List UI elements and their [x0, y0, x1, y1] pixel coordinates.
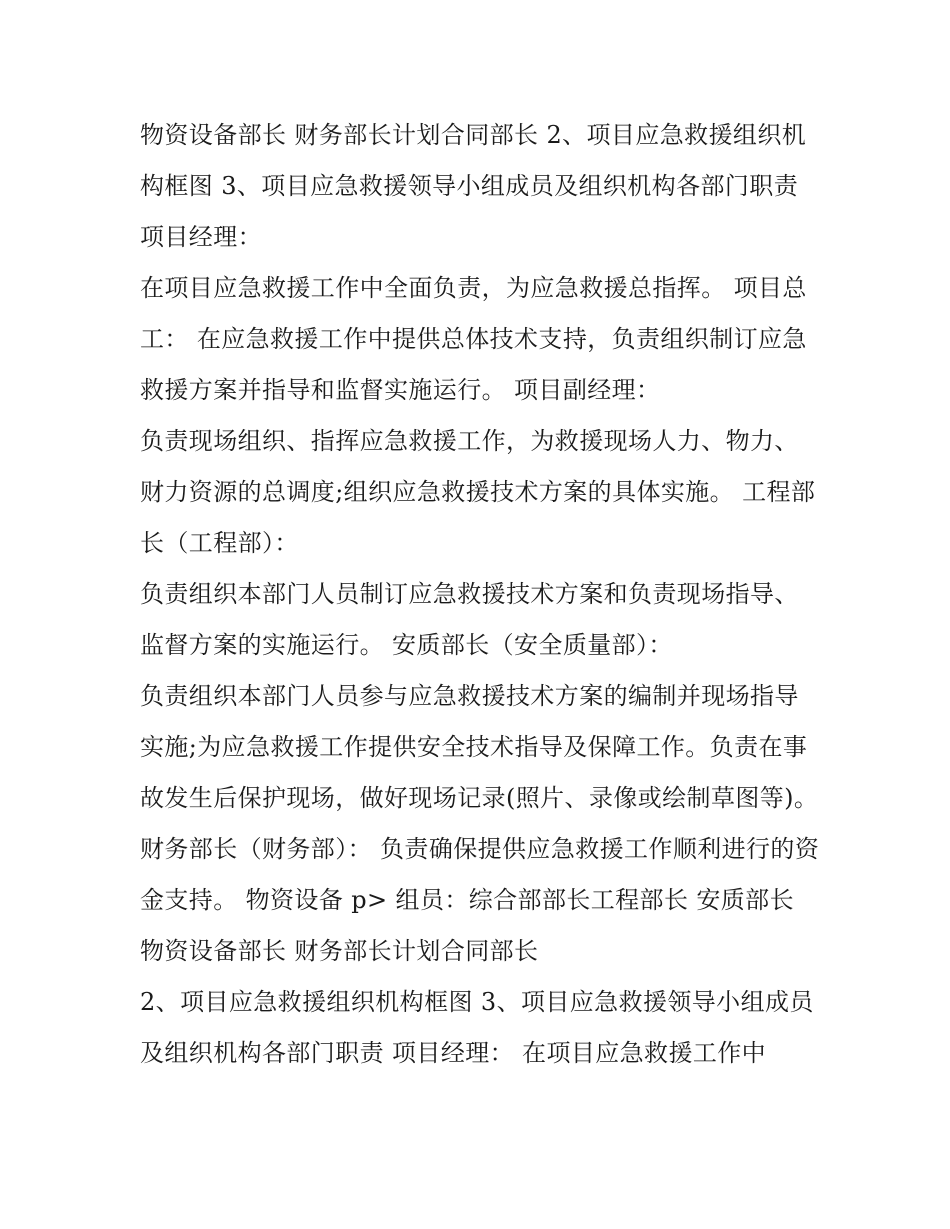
paragraph-2: 在项目应急救援工作中全面负责，为应急救援总指挥。 项目总工： 在应急救援工作中提供总体技术支持，负责组织制订应急救援方案并指导和监督实施运行。 项目副经理： [140, 274, 807, 404]
paragraph-7: 2、项目应急救援组织机构框图 3、项目应急救援领导小组成员及组织机构各部门职责 项目经理： 在项目应急救援工作中 [140, 988, 814, 1067]
paragraph-3: 负责现场组织、指挥应急救援工作，为救援现场人力、物力、财力资源的总调度;组织应急救援技术方案的具体实施。 工程部长（工程部）： [140, 427, 816, 557]
paragraph-4: 负责组织本部门人员制订应急救援技术方案和负责现场指导、监督方案的实施运行。 安质部长（安全质量部）： [140, 580, 799, 659]
paragraph-6: 财务部长（财务部）： 负责确保提供应急救援工作顺利进行的资金支持。 物资设备 p> 组员：综合部部长工程部长 安质部长 物资设备部长 财务部长计划合同部长 [140, 835, 820, 965]
paragraph-5: 负责组织本部门人员参与应急救援技术方案的编制并现场指导实施;为应急救援工作提供安全技术指导及保障工作。负责在事故发生后保护现场，做好现场记录(照片、录像或绘制草图等)。 [140, 682, 819, 812]
paragraph-1: 物资设备部长 财务部长计划合同部长 2、项目应急救援组织机构框图 3、项目应急救援领导小组成员及组织机构各部门职责 项目经理： [140, 121, 807, 251]
document-body [140, 110, 820, 1079]
